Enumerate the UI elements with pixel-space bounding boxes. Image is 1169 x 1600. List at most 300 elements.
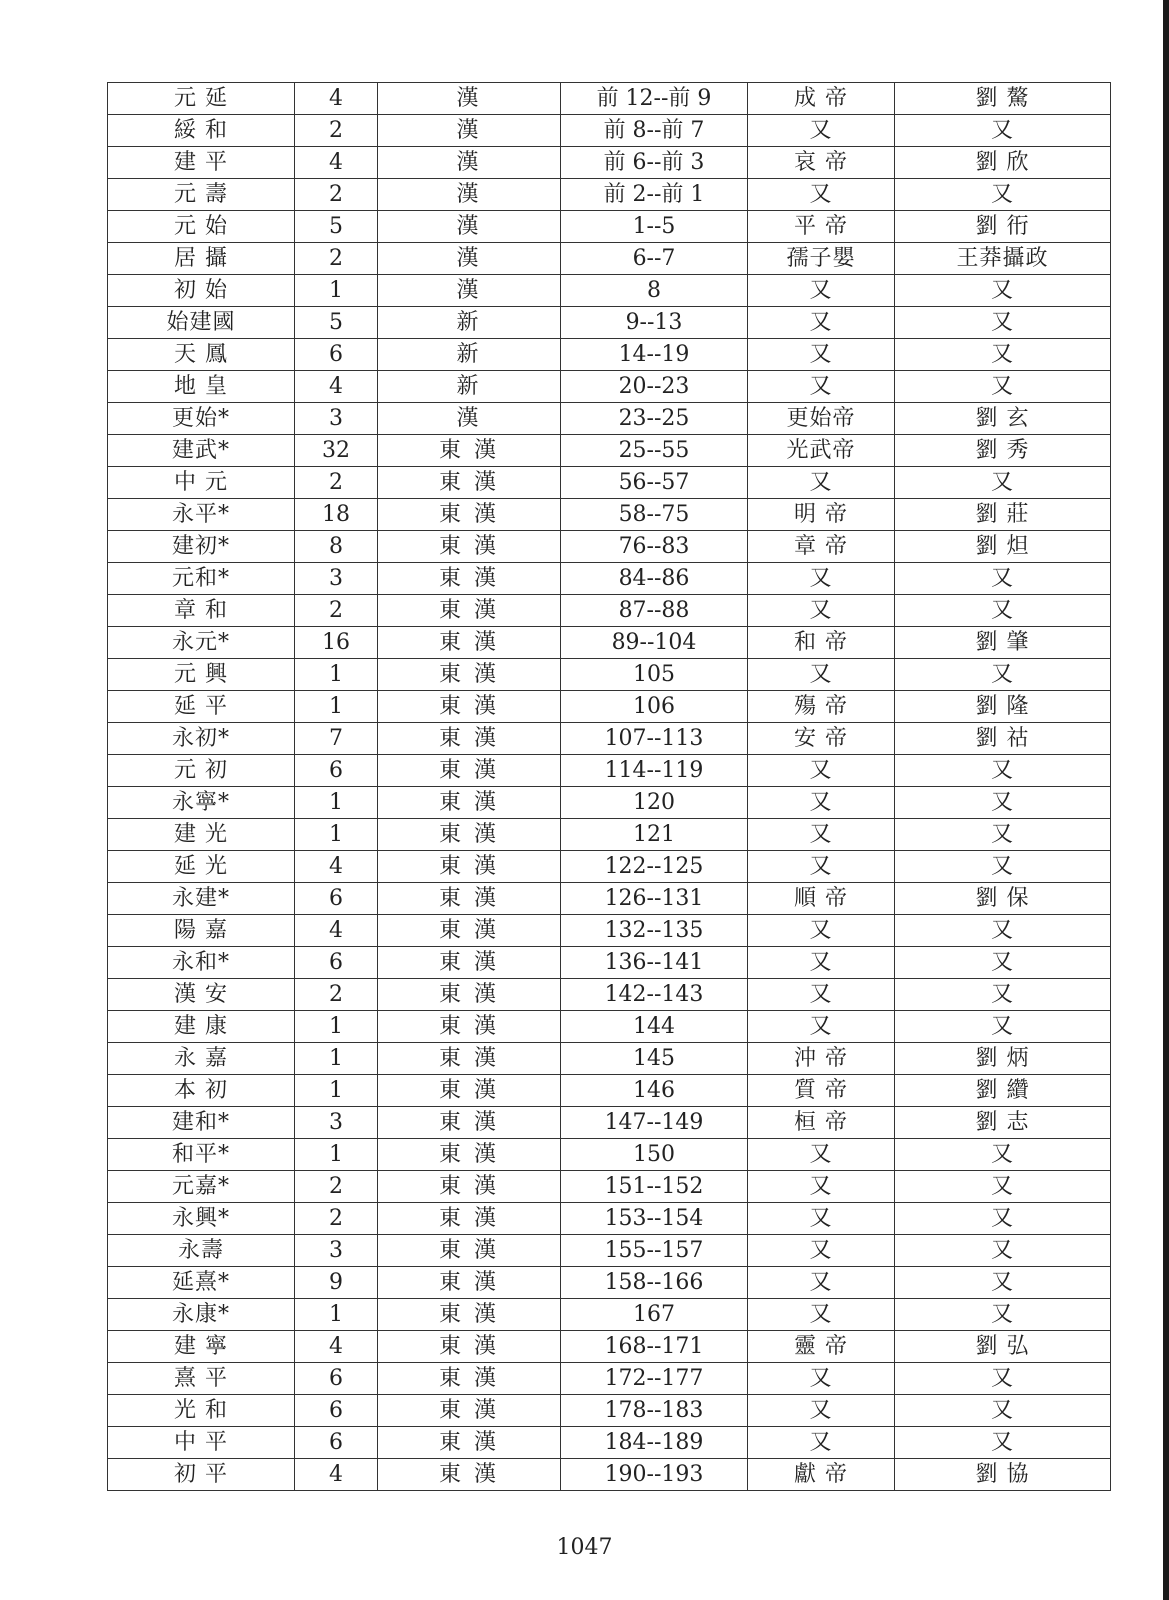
table-row	[108, 851, 1111, 883]
emperor-cell: 順 帝	[748, 883, 895, 915]
table-row	[108, 755, 1111, 787]
year-span-cell: 168--171	[561, 1331, 748, 1363]
personal-name-cell: 劉 衎	[895, 211, 1111, 243]
era-name-cell: 元 壽	[108, 179, 295, 211]
year-span-cell: 20--23	[561, 371, 748, 403]
personal-name-cell: 又	[895, 339, 1111, 371]
dynasty-cell: 漢	[378, 275, 561, 307]
emperor-cell: 又	[748, 787, 895, 819]
year-span-cell: 184--189	[561, 1427, 748, 1459]
table-row	[108, 595, 1111, 627]
era-name-cell: 和平*	[108, 1139, 295, 1171]
emperor-cell: 又	[748, 307, 895, 339]
personal-name-cell: 劉 弘	[895, 1331, 1111, 1363]
era-name-cell: 章 和	[108, 595, 295, 627]
year-span-cell: 前 12--前 9	[561, 83, 748, 115]
page-edge-shadow	[1163, 0, 1169, 1600]
personal-name-cell: 劉 秀	[895, 435, 1111, 467]
era-name-cell: 陽 嘉	[108, 915, 295, 947]
table-row	[108, 147, 1111, 179]
page-number: 1047	[556, 1535, 613, 1560]
era-table-container	[107, 82, 1104, 1491]
personal-name-cell: 王莽攝政	[895, 243, 1111, 275]
year-span-cell: 167	[561, 1299, 748, 1331]
personal-name-cell: 劉 莊	[895, 499, 1111, 531]
personal-name-cell: 又	[895, 115, 1111, 147]
table-row	[108, 1267, 1111, 1299]
year-span-cell: 14--19	[561, 339, 748, 371]
year-span-cell: 84--86	[561, 563, 748, 595]
dynasty-cell: 東 漢	[378, 1459, 561, 1491]
table-row	[108, 947, 1111, 979]
personal-name-cell: 又	[895, 1203, 1111, 1235]
table-row	[108, 1427, 1111, 1459]
year-span-cell: 126--131	[561, 883, 748, 915]
era-name-cell: 熹 平	[108, 1363, 295, 1395]
dynasty-cell: 東 漢	[378, 723, 561, 755]
personal-name-cell: 又	[895, 819, 1111, 851]
table-row	[108, 1299, 1111, 1331]
emperor-cell: 桓 帝	[748, 1107, 895, 1139]
era-years-cell: 6	[295, 1427, 378, 1459]
year-span-cell: 150	[561, 1139, 748, 1171]
emperor-cell: 獻 帝	[748, 1459, 895, 1491]
dynasty-cell: 漢	[378, 403, 561, 435]
era-years-cell: 6	[295, 883, 378, 915]
dynasty-cell: 新	[378, 307, 561, 339]
era-years-cell: 6	[295, 339, 378, 371]
table-row	[108, 179, 1111, 211]
year-span-cell: 前 8--前 7	[561, 115, 748, 147]
table-row	[108, 371, 1111, 403]
dynasty-cell: 東 漢	[378, 1427, 561, 1459]
emperor-cell: 又	[748, 1299, 895, 1331]
era-years-cell: 2	[295, 179, 378, 211]
era-years-cell: 1	[295, 659, 378, 691]
table-row	[108, 275, 1111, 307]
era-name-cell: 延 光	[108, 851, 295, 883]
table-row	[108, 83, 1111, 115]
era-years-cell: 1	[295, 275, 378, 307]
emperor-cell: 又	[748, 563, 895, 595]
emperor-cell: 又	[748, 755, 895, 787]
emperor-cell: 和 帝	[748, 627, 895, 659]
personal-name-cell: 劉 炳	[895, 1043, 1111, 1075]
year-span-cell: 178--183	[561, 1395, 748, 1427]
table-row	[108, 627, 1111, 659]
table-row	[108, 787, 1111, 819]
dynasty-cell: 東 漢	[378, 1395, 561, 1427]
year-span-cell: 155--157	[561, 1235, 748, 1267]
emperor-cell: 又	[748, 1267, 895, 1299]
table-row	[108, 243, 1111, 275]
year-span-cell: 前 6--前 3	[561, 147, 748, 179]
year-span-cell: 56--57	[561, 467, 748, 499]
personal-name-cell: 又	[895, 947, 1111, 979]
year-span-cell: 9--13	[561, 307, 748, 339]
era-years-cell: 3	[295, 563, 378, 595]
personal-name-cell: 又	[895, 1139, 1111, 1171]
era-years-cell: 4	[295, 147, 378, 179]
emperor-cell: 又	[748, 1011, 895, 1043]
era-name-cell: 更始*	[108, 403, 295, 435]
era-years-cell: 5	[295, 211, 378, 243]
emperor-cell: 成 帝	[748, 83, 895, 115]
table-row	[108, 499, 1111, 531]
era-name-cell: 元和*	[108, 563, 295, 595]
personal-name-cell: 劉 炟	[895, 531, 1111, 563]
year-span-cell: 1--5	[561, 211, 748, 243]
personal-name-cell: 劉 欣	[895, 147, 1111, 179]
emperor-cell: 又	[748, 947, 895, 979]
emperor-cell: 又	[748, 915, 895, 947]
year-span-cell: 89--104	[561, 627, 748, 659]
emperor-cell: 又	[748, 275, 895, 307]
emperor-cell: 又	[748, 851, 895, 883]
era-name-cell: 始建國	[108, 307, 295, 339]
era-name-cell: 永 嘉	[108, 1043, 295, 1075]
table-row	[108, 1043, 1111, 1075]
emperor-cell: 又	[748, 179, 895, 211]
table-row	[108, 1331, 1111, 1363]
year-span-cell: 146	[561, 1075, 748, 1107]
era-years-cell: 2	[295, 467, 378, 499]
personal-name-cell: 又	[895, 595, 1111, 627]
table-row	[108, 307, 1111, 339]
personal-name-cell: 又	[895, 1235, 1111, 1267]
era-name-cell: 建和*	[108, 1107, 295, 1139]
era-years-cell: 3	[295, 403, 378, 435]
personal-name-cell: 劉 保	[895, 883, 1111, 915]
era-name-cell: 延熹*	[108, 1267, 295, 1299]
era-years-cell: 1	[295, 1011, 378, 1043]
year-span-cell: 153--154	[561, 1203, 748, 1235]
era-years-cell: 4	[295, 1459, 378, 1491]
dynasty-cell: 東 漢	[378, 531, 561, 563]
era-years-cell: 4	[295, 851, 378, 883]
dynasty-cell: 東 漢	[378, 1331, 561, 1363]
dynasty-cell: 東 漢	[378, 627, 561, 659]
personal-name-cell: 劉 肇	[895, 627, 1111, 659]
era-table-body	[108, 83, 1111, 1491]
table-row	[108, 563, 1111, 595]
emperor-cell: 又	[748, 1171, 895, 1203]
era-years-cell: 6	[295, 1395, 378, 1427]
personal-name-cell: 又	[895, 275, 1111, 307]
year-span-cell: 142--143	[561, 979, 748, 1011]
era-name-cell: 漢 安	[108, 979, 295, 1011]
dynasty-cell: 東 漢	[378, 1043, 561, 1075]
table-row	[108, 1011, 1111, 1043]
table-row	[108, 339, 1111, 371]
emperor-cell: 殤 帝	[748, 691, 895, 723]
era-name-cell: 永元*	[108, 627, 295, 659]
emperor-cell: 靈 帝	[748, 1331, 895, 1363]
era-name-cell: 元 始	[108, 211, 295, 243]
emperor-cell: 又	[748, 1363, 895, 1395]
year-span-cell: 147--149	[561, 1107, 748, 1139]
year-span-cell: 121	[561, 819, 748, 851]
personal-name-cell: 劉 志	[895, 1107, 1111, 1139]
year-span-cell: 8	[561, 275, 748, 307]
table-row	[108, 1203, 1111, 1235]
emperor-cell: 哀 帝	[748, 147, 895, 179]
personal-name-cell: 又	[895, 1267, 1111, 1299]
era-years-cell: 3	[295, 1107, 378, 1139]
era-name-cell: 初 始	[108, 275, 295, 307]
year-span-cell: 前 2--前 1	[561, 179, 748, 211]
emperor-cell: 又	[748, 979, 895, 1011]
personal-name-cell: 又	[895, 1299, 1111, 1331]
emperor-cell: 平 帝	[748, 211, 895, 243]
dynasty-cell: 東 漢	[378, 1235, 561, 1267]
era-years-cell: 3	[295, 1235, 378, 1267]
emperor-cell: 又	[748, 115, 895, 147]
year-span-cell: 23--25	[561, 403, 748, 435]
era-name-cell: 天 鳳	[108, 339, 295, 371]
era-name-cell: 居 攝	[108, 243, 295, 275]
dynasty-cell: 東 漢	[378, 1363, 561, 1395]
personal-name-cell: 劉 纘	[895, 1075, 1111, 1107]
table-row	[108, 723, 1111, 755]
personal-name-cell: 又	[895, 1011, 1111, 1043]
table-row	[108, 979, 1111, 1011]
era-name-cell: 永興*	[108, 1203, 295, 1235]
year-span-cell: 6--7	[561, 243, 748, 275]
year-span-cell: 172--177	[561, 1363, 748, 1395]
year-span-cell: 190--193	[561, 1459, 748, 1491]
emperor-cell: 又	[748, 1395, 895, 1427]
year-span-cell: 151--152	[561, 1171, 748, 1203]
table-row	[108, 435, 1111, 467]
era-years-cell: 6	[295, 1363, 378, 1395]
dynasty-cell: 東 漢	[378, 883, 561, 915]
personal-name-cell: 又	[895, 915, 1111, 947]
personal-name-cell: 劉 隆	[895, 691, 1111, 723]
dynasty-cell: 漢	[378, 83, 561, 115]
era-years-cell: 9	[295, 1267, 378, 1299]
table-row	[108, 883, 1111, 915]
era-years-cell: 1	[295, 1299, 378, 1331]
table-row	[108, 691, 1111, 723]
era-name-cell: 元嘉*	[108, 1171, 295, 1203]
era-name-cell: 元 延	[108, 83, 295, 115]
personal-name-cell: 又	[895, 371, 1111, 403]
table-row	[108, 1459, 1111, 1491]
era-name-cell: 建武*	[108, 435, 295, 467]
era-years-cell: 4	[295, 915, 378, 947]
era-name-cell: 元 興	[108, 659, 295, 691]
table-row	[108, 467, 1111, 499]
dynasty-cell: 東 漢	[378, 787, 561, 819]
era-name-cell: 元 初	[108, 755, 295, 787]
emperor-cell: 又	[748, 1427, 895, 1459]
dynasty-cell: 東 漢	[378, 1075, 561, 1107]
personal-name-cell: 又	[895, 659, 1111, 691]
table-row	[108, 115, 1111, 147]
year-span-cell: 114--119	[561, 755, 748, 787]
emperor-cell: 又	[748, 595, 895, 627]
emperor-cell: 光武帝	[748, 435, 895, 467]
personal-name-cell: 又	[895, 179, 1111, 211]
era-years-cell: 1	[295, 819, 378, 851]
year-span-cell: 132--135	[561, 915, 748, 947]
emperor-cell: 又	[748, 1139, 895, 1171]
year-span-cell: 136--141	[561, 947, 748, 979]
era-name-cell: 綏 和	[108, 115, 295, 147]
era-name-cell: 地 皇	[108, 371, 295, 403]
era-name-cell: 建 平	[108, 147, 295, 179]
year-span-cell: 107--113	[561, 723, 748, 755]
year-span-cell: 105	[561, 659, 748, 691]
table-row	[108, 819, 1111, 851]
emperor-cell: 又	[748, 339, 895, 371]
table-row	[108, 531, 1111, 563]
dynasty-cell: 新	[378, 371, 561, 403]
personal-name-cell: 又	[895, 307, 1111, 339]
dynasty-cell: 東 漢	[378, 819, 561, 851]
era-years-cell: 4	[295, 371, 378, 403]
era-years-cell: 1	[295, 1043, 378, 1075]
emperor-cell: 章 帝	[748, 531, 895, 563]
era-name-cell: 中 平	[108, 1427, 295, 1459]
era-name-cell: 本 初	[108, 1075, 295, 1107]
table-row	[108, 1363, 1111, 1395]
era-years-cell: 1	[295, 787, 378, 819]
era-years-cell: 16	[295, 627, 378, 659]
year-span-cell: 120	[561, 787, 748, 819]
dynasty-cell: 新	[378, 339, 561, 371]
table-row	[108, 1139, 1111, 1171]
personal-name-cell: 又	[895, 851, 1111, 883]
year-span-cell: 122--125	[561, 851, 748, 883]
era-name-cell: 光 和	[108, 1395, 295, 1427]
dynasty-cell: 東 漢	[378, 1139, 561, 1171]
era-name-cell: 永壽	[108, 1235, 295, 1267]
personal-name-cell: 又	[895, 787, 1111, 819]
dynasty-cell: 東 漢	[378, 1107, 561, 1139]
emperor-cell: 又	[748, 659, 895, 691]
era-name-cell: 建 康	[108, 1011, 295, 1043]
era-years-cell: 2	[295, 1171, 378, 1203]
dynasty-cell: 東 漢	[378, 947, 561, 979]
era-years-cell: 6	[295, 947, 378, 979]
emperor-cell: 又	[748, 819, 895, 851]
emperor-cell: 明 帝	[748, 499, 895, 531]
personal-name-cell: 又	[895, 563, 1111, 595]
table-row	[108, 211, 1111, 243]
era-years-cell: 1	[295, 1139, 378, 1171]
table-row	[108, 1075, 1111, 1107]
personal-name-cell: 劉 玄	[895, 403, 1111, 435]
year-span-cell: 158--166	[561, 1267, 748, 1299]
dynasty-cell: 東 漢	[378, 595, 561, 627]
emperor-cell: 孺子嬰	[748, 243, 895, 275]
emperor-cell: 質 帝	[748, 1075, 895, 1107]
table-row	[108, 1395, 1111, 1427]
dynasty-cell: 東 漢	[378, 467, 561, 499]
era-name-cell: 永建*	[108, 883, 295, 915]
dynasty-cell: 東 漢	[378, 915, 561, 947]
table-row	[108, 1235, 1111, 1267]
personal-name-cell: 劉 協	[895, 1459, 1111, 1491]
era-years-cell: 4	[295, 1331, 378, 1363]
emperor-cell: 又	[748, 1235, 895, 1267]
era-name-cell: 建 寧	[108, 1331, 295, 1363]
era-years-cell: 2	[295, 595, 378, 627]
era-name-cell: 延 平	[108, 691, 295, 723]
year-span-cell: 25--55	[561, 435, 748, 467]
era-name-cell: 永康*	[108, 1299, 295, 1331]
personal-name-cell: 又	[895, 1171, 1111, 1203]
dynasty-cell: 漢	[378, 179, 561, 211]
era-years-cell: 5	[295, 307, 378, 339]
era-name-cell: 初 平	[108, 1459, 295, 1491]
dynasty-cell: 漢	[378, 147, 561, 179]
era-name-cell: 永初*	[108, 723, 295, 755]
dynasty-cell: 東 漢	[378, 1299, 561, 1331]
table-row	[108, 403, 1111, 435]
personal-name-cell: 劉 驁	[895, 83, 1111, 115]
emperor-cell: 更始帝	[748, 403, 895, 435]
era-years-cell: 4	[295, 83, 378, 115]
personal-name-cell: 又	[895, 979, 1111, 1011]
era-years-cell: 2	[295, 115, 378, 147]
personal-name-cell: 又	[895, 755, 1111, 787]
dynasty-cell: 東 漢	[378, 851, 561, 883]
personal-name-cell: 又	[895, 1427, 1111, 1459]
year-span-cell: 106	[561, 691, 748, 723]
emperor-cell: 沖 帝	[748, 1043, 895, 1075]
table-row	[108, 915, 1111, 947]
dynasty-cell: 東 漢	[378, 1171, 561, 1203]
dynasty-cell: 東 漢	[378, 1011, 561, 1043]
personal-name-cell: 又	[895, 1395, 1111, 1427]
table-row	[108, 659, 1111, 691]
era-years-cell: 6	[295, 755, 378, 787]
era-years-cell: 18	[295, 499, 378, 531]
dynasty-cell: 東 漢	[378, 755, 561, 787]
personal-name-cell: 又	[895, 467, 1111, 499]
dynasty-cell: 漢	[378, 211, 561, 243]
era-name-cell: 中 元	[108, 467, 295, 499]
era-name-cell: 永寧*	[108, 787, 295, 819]
dynasty-cell: 東 漢	[378, 979, 561, 1011]
emperor-cell: 又	[748, 371, 895, 403]
emperor-cell: 安 帝	[748, 723, 895, 755]
era-years-cell: 32	[295, 435, 378, 467]
era-years-cell: 7	[295, 723, 378, 755]
dynasty-cell: 東 漢	[378, 659, 561, 691]
dynasty-cell: 漢	[378, 243, 561, 275]
year-span-cell: 144	[561, 1011, 748, 1043]
year-span-cell: 58--75	[561, 499, 748, 531]
personal-name-cell: 劉 祜	[895, 723, 1111, 755]
era-name-cell: 建初*	[108, 531, 295, 563]
era-name-cell: 永和*	[108, 947, 295, 979]
era-years-cell: 2	[295, 979, 378, 1011]
table-row	[108, 1107, 1111, 1139]
dynasty-cell: 東 漢	[378, 563, 561, 595]
era-years-cell: 1	[295, 1075, 378, 1107]
dynasty-cell: 東 漢	[378, 691, 561, 723]
emperor-cell: 又	[748, 1203, 895, 1235]
era-name-cell: 建 光	[108, 819, 295, 851]
dynasty-cell: 東 漢	[378, 1267, 561, 1299]
dynasty-cell: 東 漢	[378, 499, 561, 531]
year-span-cell: 145	[561, 1043, 748, 1075]
year-span-cell: 76--83	[561, 531, 748, 563]
